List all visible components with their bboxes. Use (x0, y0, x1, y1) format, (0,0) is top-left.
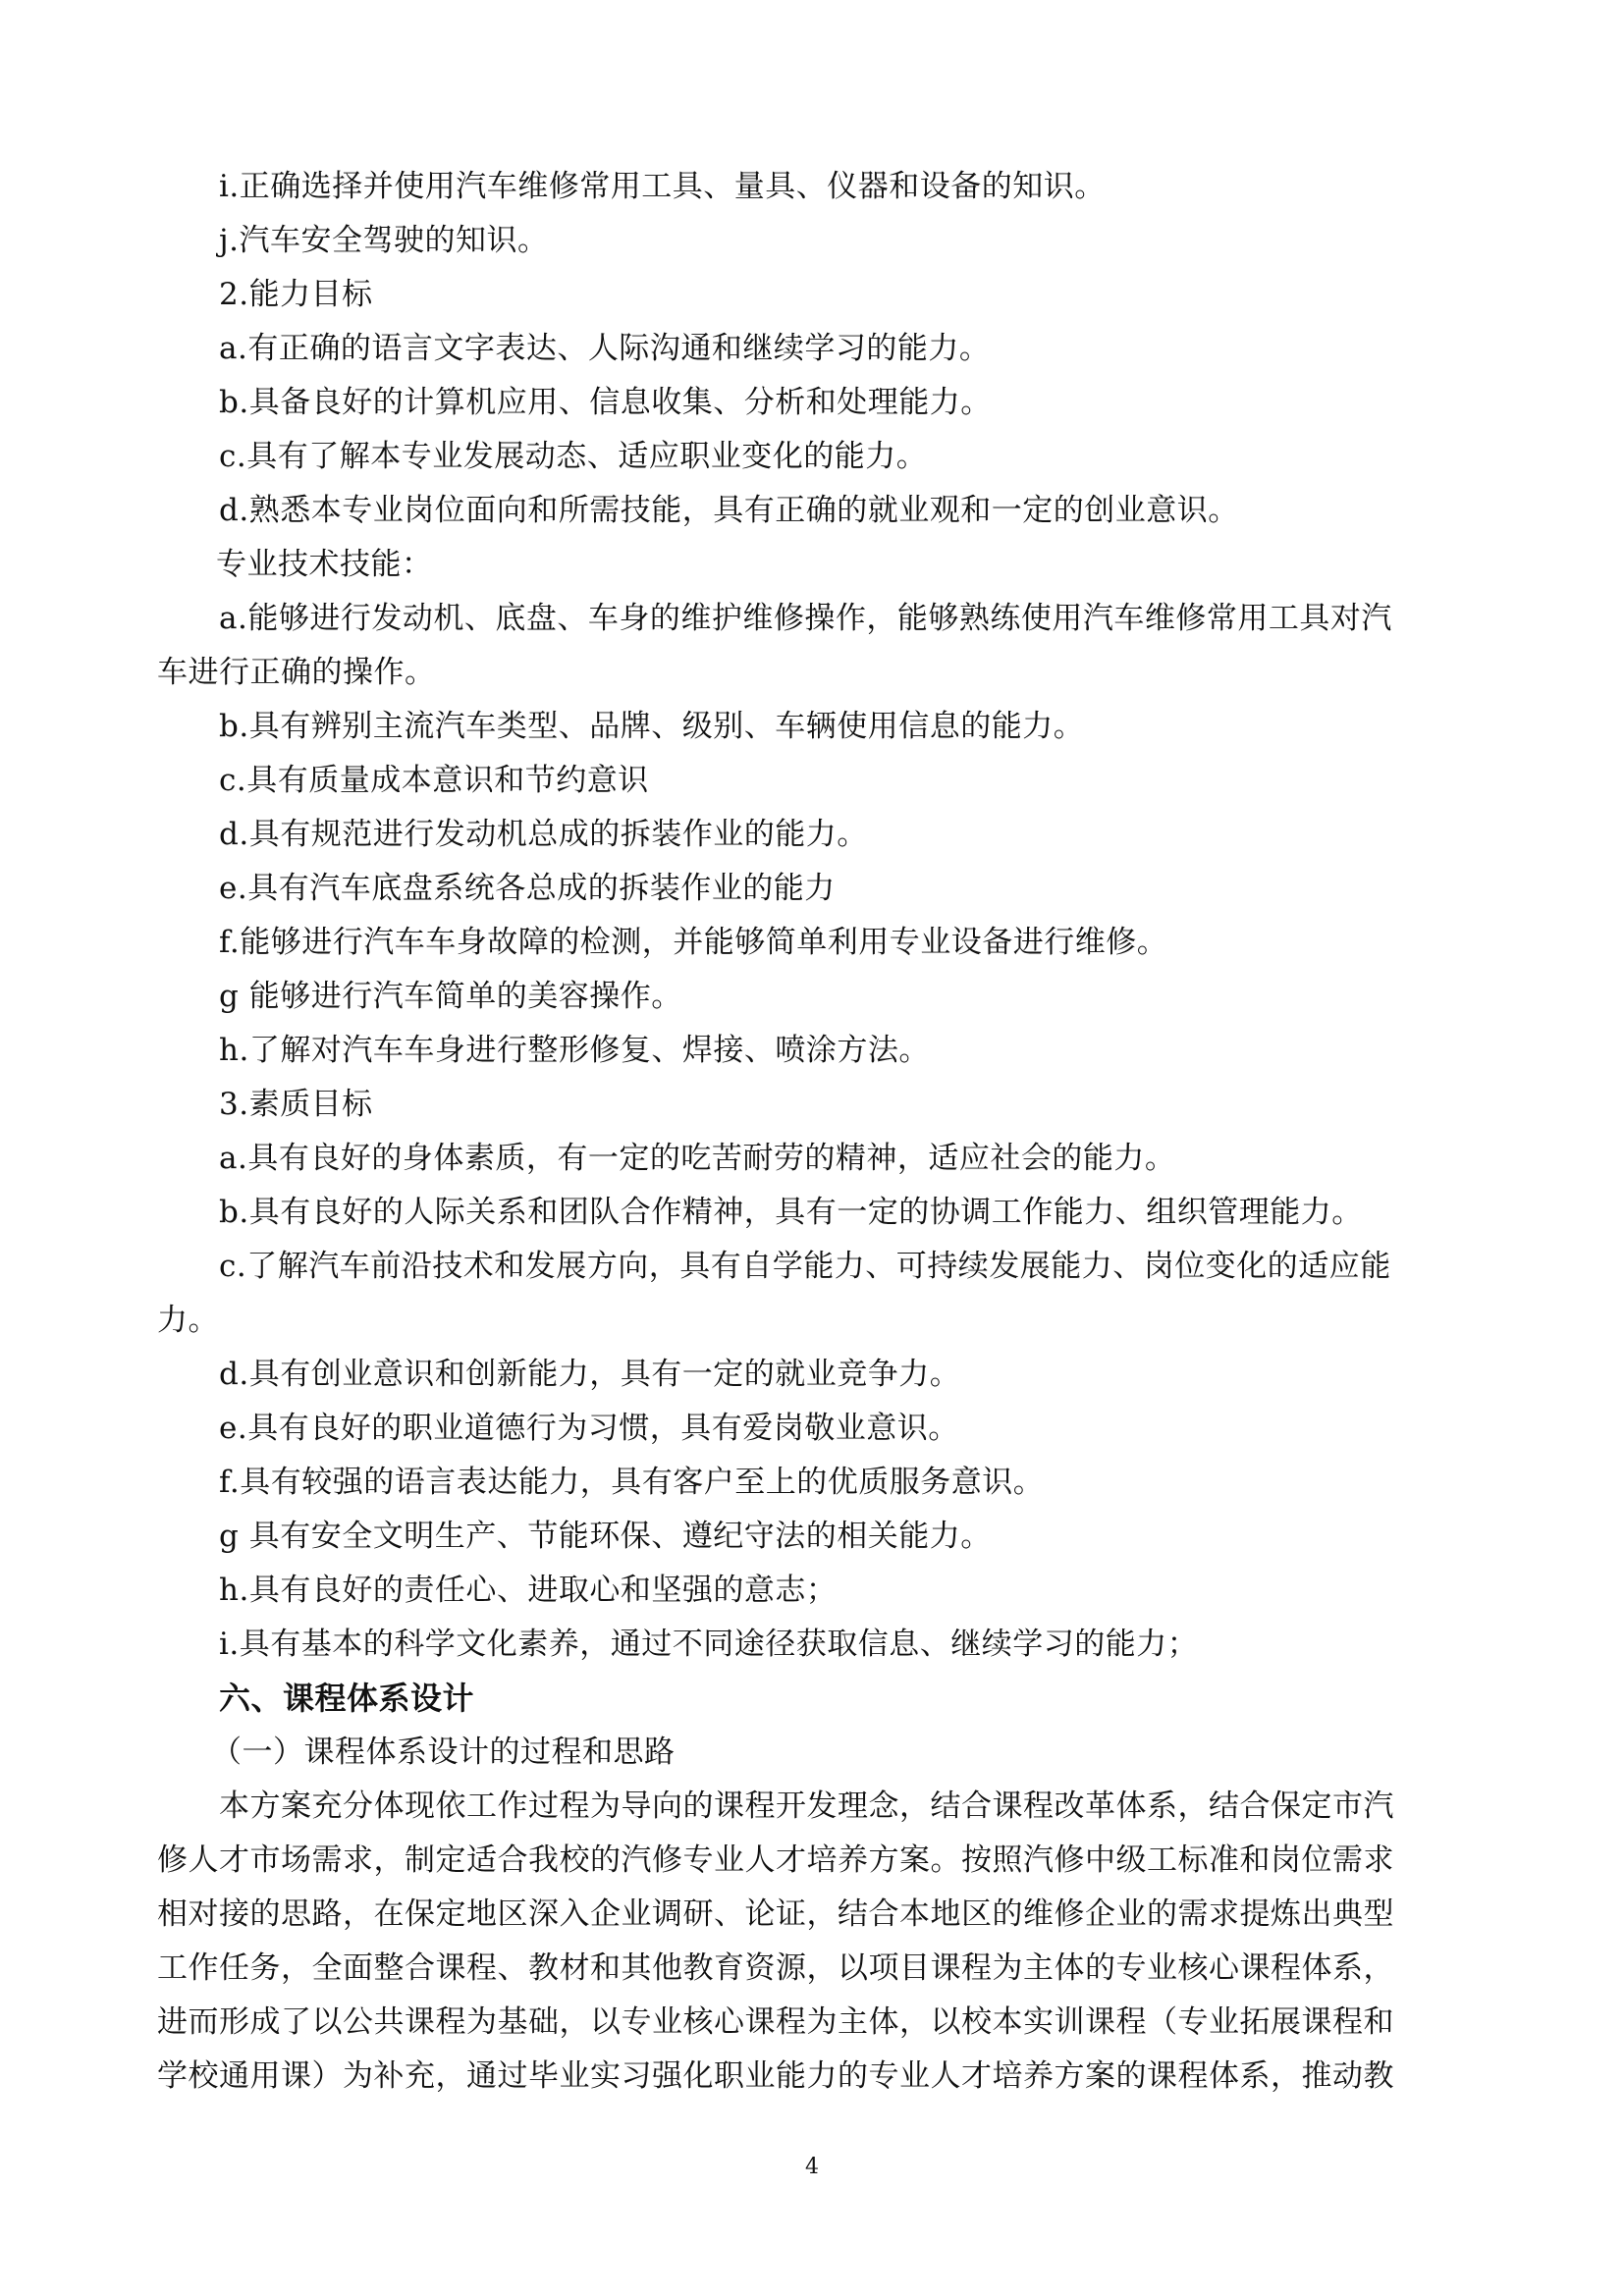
text-line: i.正确选择并使用汽车维修常用工具、量具、仪器和设备的知识。 (219, 169, 1106, 204)
text-line: e.具有良好的职业道德行为习惯，具有爱岗敬业意识。 (219, 1411, 959, 1446)
paragraph-line: 本方案充分体现依工作过程为导向的课程开发理念，结合课程改革体系，结合保定市汽 (219, 1789, 1394, 1824)
paragraph-line: 相对接的思路，在保定地区深入企业调研、论证，结合本地区的维修企业的需求提炼出典型 (157, 1896, 1394, 1932)
text-line: g 具有安全文明生产、节能环保、遵纪守法的相关能力。 (219, 1519, 992, 1554)
paragraph-line: 工作任务，全面整合课程、教材和其他教育资源，以项目课程为主体的专业核心课程体系， (157, 1950, 1394, 1986)
text-line: j.汽车安全驾驶的知识。 (219, 223, 549, 258)
page-number: 4 (805, 2155, 819, 2179)
paragraph-line: 车进行正确的操作。 (157, 655, 436, 690)
text-line: b.具备良好的计算机应用、信息收集、分析和处理能力。 (219, 385, 992, 420)
text-line: d.熟悉本专业岗位面向和所需技能，具有正确的就业观和一定的创业意识。 (219, 493, 1239, 528)
text-line: b.具有辨别主流汽车类型、品牌、级别、车辆使用信息的能力。 (219, 709, 1085, 744)
text-line: 专业技术技能： (216, 547, 433, 582)
text-line: e.具有汽车底盘系统各总成的拆装作业的能力 (219, 871, 836, 906)
text-line: b.具有良好的人际关系和团队合作精神，具有一定的协调工作能力、组织管理能力。 (219, 1195, 1363, 1230)
paragraph-line: c.了解汽车前沿技术和发展方向，具有自学能力、可持续发展能力、岗位变化的适应能 (219, 1249, 1391, 1284)
text-line: 3.素质目标 (219, 1087, 373, 1122)
text-line: h.具有良好的责任心、进取心和坚强的意志； (219, 1573, 838, 1608)
section-heading: 六、课程体系设计 (219, 1680, 475, 1717)
text-line: a.具有良好的身体素质，有一定的吃苦耐劳的精神，适应社会的能力。 (219, 1141, 1176, 1176)
text-line: h.了解对汽车车身进行整形修复、焊接、喷涂方法。 (219, 1033, 930, 1068)
text-line: 2.能力目标 (219, 277, 373, 312)
subsection-heading: （一）课程体系设计的过程和思路 (211, 1735, 676, 1770)
paragraph-line: 力。 (157, 1303, 219, 1338)
text-line: d.具有创业意识和创新能力，具有一定的就业竞争力。 (219, 1357, 961, 1392)
paragraph-line: 进而形成了以公共课程为基础，以专业核心课程为主体，以校本实训课程（专业拓展课程和 (157, 2004, 1394, 2040)
text-line: c.具有了解本专业发展动态、适应职业变化的能力。 (219, 439, 928, 474)
text-line: c.具有质量成本意识和节约意识 (219, 763, 649, 798)
text-line: d.具有规范进行发动机总成的拆装作业的能力。 (219, 817, 868, 852)
text-line: a.有正确的语言文字表达、人际沟通和继续学习的能力。 (219, 331, 991, 366)
document-body (157, 160, 1483, 2104)
paragraph-line: a.能够进行发动机、底盘、车身的维护维修操作，能够熟练使用汽车维修常用工具对汽 (219, 601, 1392, 636)
paragraph-line: 修人才市场需求，制定适合我校的汽修专业人才培养方案。按照汽修中级工标准和岗位需求 (157, 1842, 1394, 1878)
paragraph-line: 学校通用课）为补充，通过毕业实习强化职业能力的专业人才培养方案的课程体系，推动教 (157, 2058, 1394, 2094)
text-line: f.具有较强的语言表达能力，具有客户至上的优质服务意识。 (219, 1465, 1045, 1500)
text-line: g 能够进行汽车简单的美容操作。 (219, 979, 682, 1014)
text-line: i.具有基本的科学文化素养，通过不同途径获取信息、继续学习的能力； (219, 1627, 1199, 1662)
text-line: f.能够进行汽车车身故障的检测，并能够简单利用专业设备进行维修。 (219, 925, 1168, 960)
